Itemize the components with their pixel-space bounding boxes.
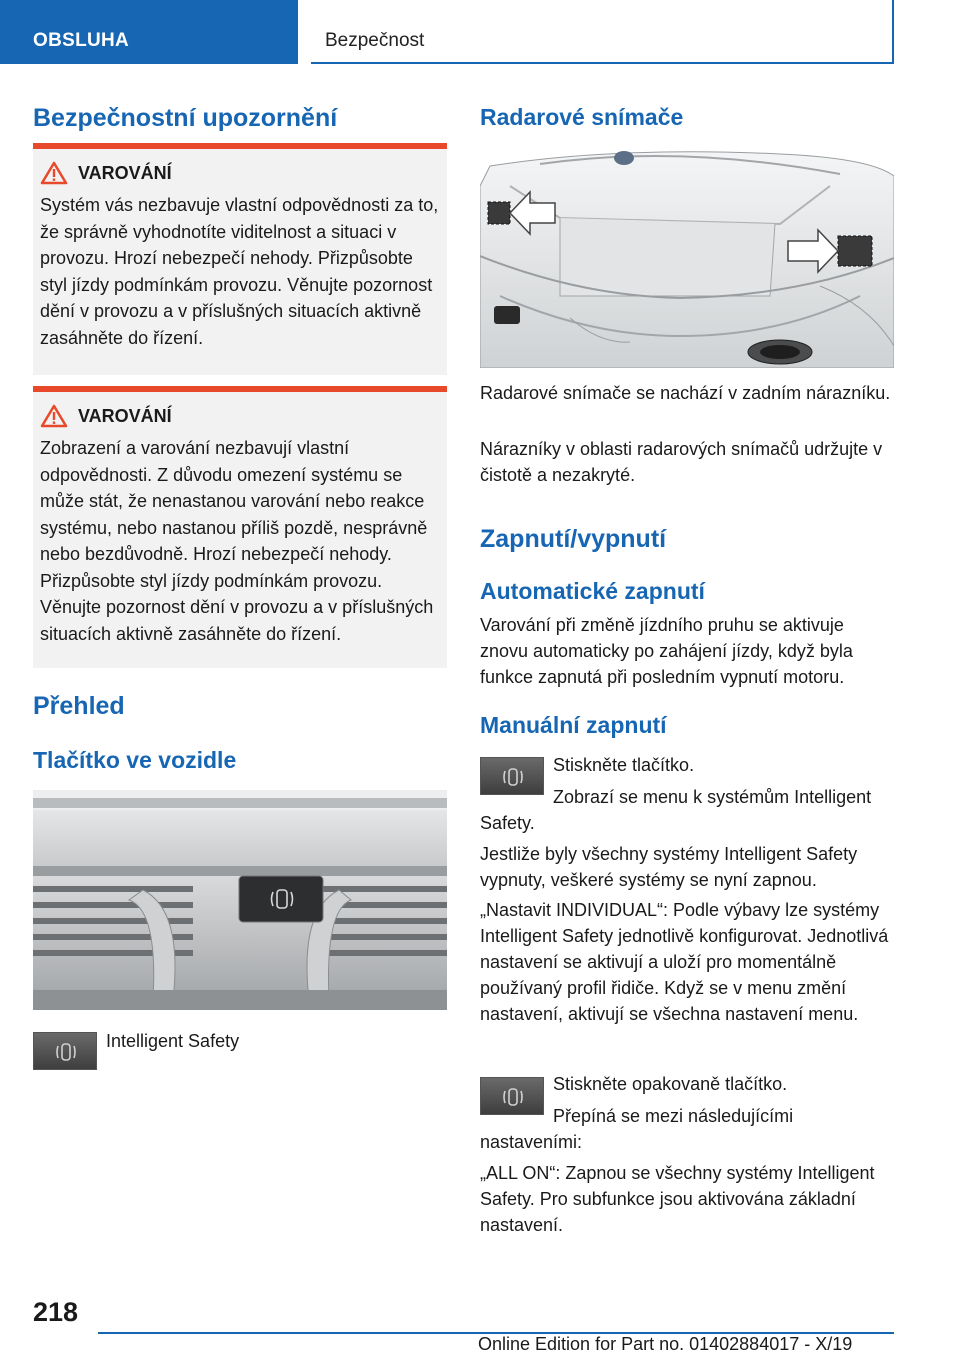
header-chapter-tab	[311, 0, 894, 64]
overview-heading: Přehled	[33, 692, 125, 720]
warning-title-text-2: VAROVÁNÍ	[78, 406, 172, 426]
header-section: OBSLUHA	[33, 30, 130, 51]
edition-text: Online Edition for Part no. 01402884017 - X/19	[478, 1334, 853, 1354]
auto-text: Varování při změně jízdního pruhu se aktivuje znovu automaticky po zahájení jízdy, když byla funkce zapnutá při posledním vypnutí motoru.	[480, 615, 853, 687]
warning-box-1	[33, 143, 447, 375]
manual-paragraph-2: Jestliže byly všechny systémy Intelligent Safety vypnuty, veškeré systémy se nyní zapnou.	[480, 844, 858, 890]
auto-heading: Automatické zapnutí	[480, 578, 705, 604]
button-label: Intelligent Safety	[106, 1031, 240, 1051]
radar-paragraph-1: Radarové snímače se nachází v zadním nárazníku.	[480, 383, 891, 403]
manual-step-2b: Přepíná se mezi následujícími nastaveními:	[480, 1106, 794, 1152]
header-chapter: Bezpečnost	[325, 30, 425, 51]
manual-step-2: Stiskněte opakovaně tlačítko.	[553, 1074, 788, 1094]
radar-paragraph-2: Nárazníky v oblasti radarových snímačů udržujte v čistotě a nezakryté.	[480, 439, 883, 485]
intelligent-safety-button-icon	[33, 1032, 97, 1070]
warning-triangle-icon	[40, 404, 68, 428]
radar-heading: Radarové snímače	[480, 104, 684, 130]
button-heading: Tlačítko ve vozidle	[33, 747, 237, 773]
manual-step-1b: Zobrazí se menu k systémům Intelligent Safety.	[480, 787, 872, 833]
manual-paragraph-3: „Nastavit INDIVIDUAL“: Podle výbavy lze systémy Intelligent Safety jednotlivě konfigurovat. Jednotlivá nastavení se aktivují a uloží pro momentálně používaný profil řidiče. Když se v menu změní nastavení, aktivují se všechna nastavení menu.	[480, 900, 889, 1024]
warning-title-text-1: VAROVÁNÍ	[78, 163, 172, 183]
safety-heading: Bezpečnostní upozornění	[33, 104, 338, 132]
manual-step-1: Stiskněte tlačítko.	[553, 755, 695, 775]
rear-bumper-radar-image	[480, 146, 894, 368]
warning-box-2	[33, 386, 447, 668]
warning-text-2: Zobrazení a varování nezbavují vlastní odpovědnosti. Z důvodu omezení systému se může stát, že nenastanou varování nebo reakce systému, nebo nastanou příliš pozdě, nesprávně nebo bezdůvodně. Hrozí nebezpečí nehody. Přizpůsobte styl jízdy podmínkám provozu. Věnujte pozornost dění v provozu a v příslušných situacích aktivně zasáhněte do řízení.	[40, 438, 434, 644]
manual-paragraph-4: „ALL ON“: Zapnou se všechny systémy Intelligent Safety. Pro subfunkce jsou aktivována základní nastavení.	[480, 1163, 875, 1235]
warning-triangle-icon	[40, 161, 68, 185]
warning-title-2	[78, 406, 439, 427]
page-number: 218	[33, 1297, 79, 1327]
warning-text-1: Systém vás nezbavuje vlastní odpovědnosti za to, že správně vyhodnotíte viditelnost a situaci v provozu. Hrozí nebezpečí nehody. Přizpůsobte styl jízdy podmínkám provozu. Věnujte pozornost dění v provozu a v příslušných situacích aktivně zasáhněte do řízení.	[40, 195, 439, 348]
dashboard-button-image	[33, 790, 447, 1010]
manual-heading: Manuální zapnutí	[480, 712, 667, 738]
header-section-tab	[0, 0, 298, 64]
warning-title-1	[78, 163, 439, 184]
onoff-heading: Zapnutí/vypnutí	[480, 525, 667, 553]
